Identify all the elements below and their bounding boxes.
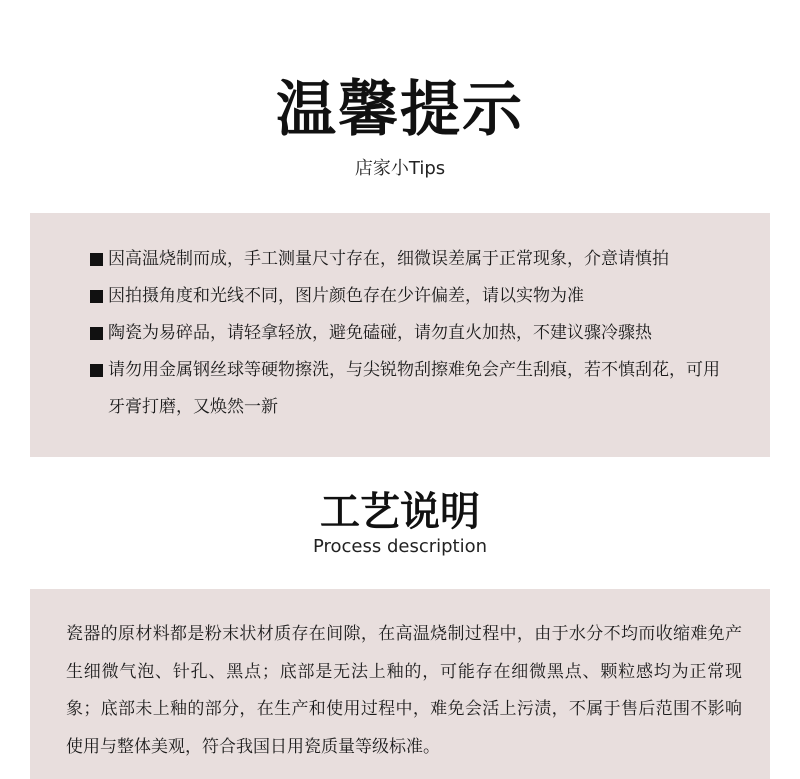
- process-description-text: 瓷器的原材料都是粉末状材质存在间隙，在高温烧制过程中，由于水分不均而收缩难免产生细微气泡、针孔、黑点；底部是无法上釉的，可能存在细微黑点、颗粒感均为正常现象；底部未上釉的部分，在生产和使用过程中，难免会活上污渍，不属于售后范围不影响使用与整体美观，符合我国日用瓷质量等级标准。: [66, 624, 742, 757]
- tip-text: 陶瓷为易碎品，请轻拿轻放，避免磕碰，请勿直火加热，不建议骤冷骤热: [108, 323, 652, 343]
- process-subtitle: Process description: [312, 536, 488, 557]
- page-title: 温馨提示: [276, 75, 524, 145]
- tips-list: [90, 241, 730, 426]
- page-subtitle: 店家小Tips: [354, 158, 446, 179]
- tip-text: 因拍摄角度和光线不同，图片颜色存在少许偏差，请以实物为准: [108, 286, 584, 306]
- square-bullet-icon: [90, 253, 103, 266]
- square-bullet-icon: [90, 290, 103, 303]
- tip-item: [90, 315, 730, 352]
- tip-text: 因高温烧制而成，手工测量尺寸存在，细微误差属于正常现象，介意请慎拍: [108, 249, 669, 269]
- tip-item: [90, 241, 730, 278]
- process-title: 工艺说明: [320, 489, 480, 535]
- tip-item: [90, 352, 730, 426]
- square-bullet-icon: [90, 327, 103, 340]
- tip-item: [90, 278, 730, 315]
- tip-text: 请勿用金属钢丝球等硬物擦洗，与尖锐物刮擦难免会产生刮痕，若不慎刮花，可用牙膏打磨，又焕然一新: [108, 360, 720, 417]
- square-bullet-icon: [90, 364, 103, 377]
